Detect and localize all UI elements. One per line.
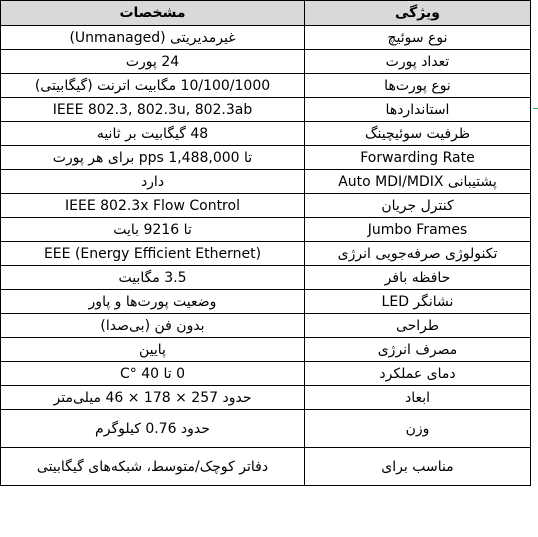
feature-cell: تعداد پورت bbox=[305, 50, 531, 74]
feature-cell: نشانگر LED bbox=[305, 290, 531, 314]
table-row bbox=[1, 194, 531, 218]
spec-cell: حدود 257 × 178 × 46 میلی‌متر bbox=[1, 386, 305, 410]
feature-cell: ظرفیت سوئیچینگ bbox=[305, 122, 531, 146]
spec-cell: تا 1,488,000 pps برای هر پورت bbox=[1, 146, 305, 170]
spec-cell: IEEE 802.3, 802.3u, 802.3ab bbox=[1, 98, 305, 122]
spec-cell: 0 تا 40 °C bbox=[1, 362, 305, 386]
table-row bbox=[1, 338, 531, 362]
table-row bbox=[1, 74, 531, 98]
spec-cell: دفاتر کوچک/متوسط، شبکه‌های گیگابیتی bbox=[1, 448, 305, 486]
spec-cell: IEEE 802.3x Flow Control bbox=[1, 194, 305, 218]
spec-cell: غیرمدیریتی (Unmanaged) bbox=[1, 26, 305, 50]
table-row bbox=[1, 122, 531, 146]
feature-cell: Jumbo Frames bbox=[305, 218, 531, 242]
spec-cell: وضعیت پورت‌ها و پاور bbox=[1, 290, 305, 314]
feature-cell: استانداردها bbox=[305, 98, 531, 122]
feature-cell: مناسب برای bbox=[305, 448, 531, 486]
feature-cell: طراحی bbox=[305, 314, 531, 338]
feature-cell: Forwarding Rate bbox=[305, 146, 531, 170]
feature-cell: نوع سوئیچ bbox=[305, 26, 531, 50]
spec-cell: 10/100/1000 مگابیت اترنت (گیگابیتی) bbox=[1, 74, 305, 98]
table-row bbox=[1, 218, 531, 242]
table-row bbox=[1, 242, 531, 266]
spec-cell: 3.5 مگابیت bbox=[1, 266, 305, 290]
feature-cell: وزن bbox=[305, 410, 531, 448]
table-row bbox=[1, 98, 531, 122]
feature-cell: تکنولوژی صرفه‌جویی انرژی bbox=[305, 242, 531, 266]
table-row bbox=[1, 448, 531, 486]
table-row bbox=[1, 290, 531, 314]
feature-cell: پشتیبانی Auto MDI/MDIX bbox=[305, 170, 531, 194]
feature-cell: نوع پورت‌ها bbox=[305, 74, 531, 98]
cell-selection-marker bbox=[533, 108, 538, 109]
table-row bbox=[1, 146, 531, 170]
table-row bbox=[1, 410, 531, 448]
table-row bbox=[1, 266, 531, 290]
spec-cell: بدون فن (بی‌صدا) bbox=[1, 314, 305, 338]
table-row bbox=[1, 170, 531, 194]
feature-cell: مصرف انرژی bbox=[305, 338, 531, 362]
spec-cell: 48 گیگابیت بر ثانیه bbox=[1, 122, 305, 146]
feature-column-header: ویژگی bbox=[305, 1, 531, 26]
spec-cell: پایین bbox=[1, 338, 305, 362]
spec-cell: تا 9216 بایت bbox=[1, 218, 305, 242]
feature-cell: دمای عملکرد bbox=[305, 362, 531, 386]
feature-cell: کنترل جریان bbox=[305, 194, 531, 218]
feature-cell: حافظه بافر bbox=[305, 266, 531, 290]
spec-cell: دارد bbox=[1, 170, 305, 194]
table-row bbox=[1, 362, 531, 386]
header-row bbox=[1, 1, 531, 26]
table-row bbox=[1, 26, 531, 50]
spec-cell: 24 پورت bbox=[1, 50, 305, 74]
table-row bbox=[1, 314, 531, 338]
spec-cell: حدود 0.76 کیلوگرم bbox=[1, 410, 305, 448]
table-row bbox=[1, 386, 531, 410]
table-row bbox=[1, 50, 531, 74]
spec-cell: EEE (Energy Efficient Ethernet) bbox=[1, 242, 305, 266]
spec-column-header: مشخصات bbox=[1, 1, 305, 26]
feature-cell: ابعاد bbox=[305, 386, 531, 410]
